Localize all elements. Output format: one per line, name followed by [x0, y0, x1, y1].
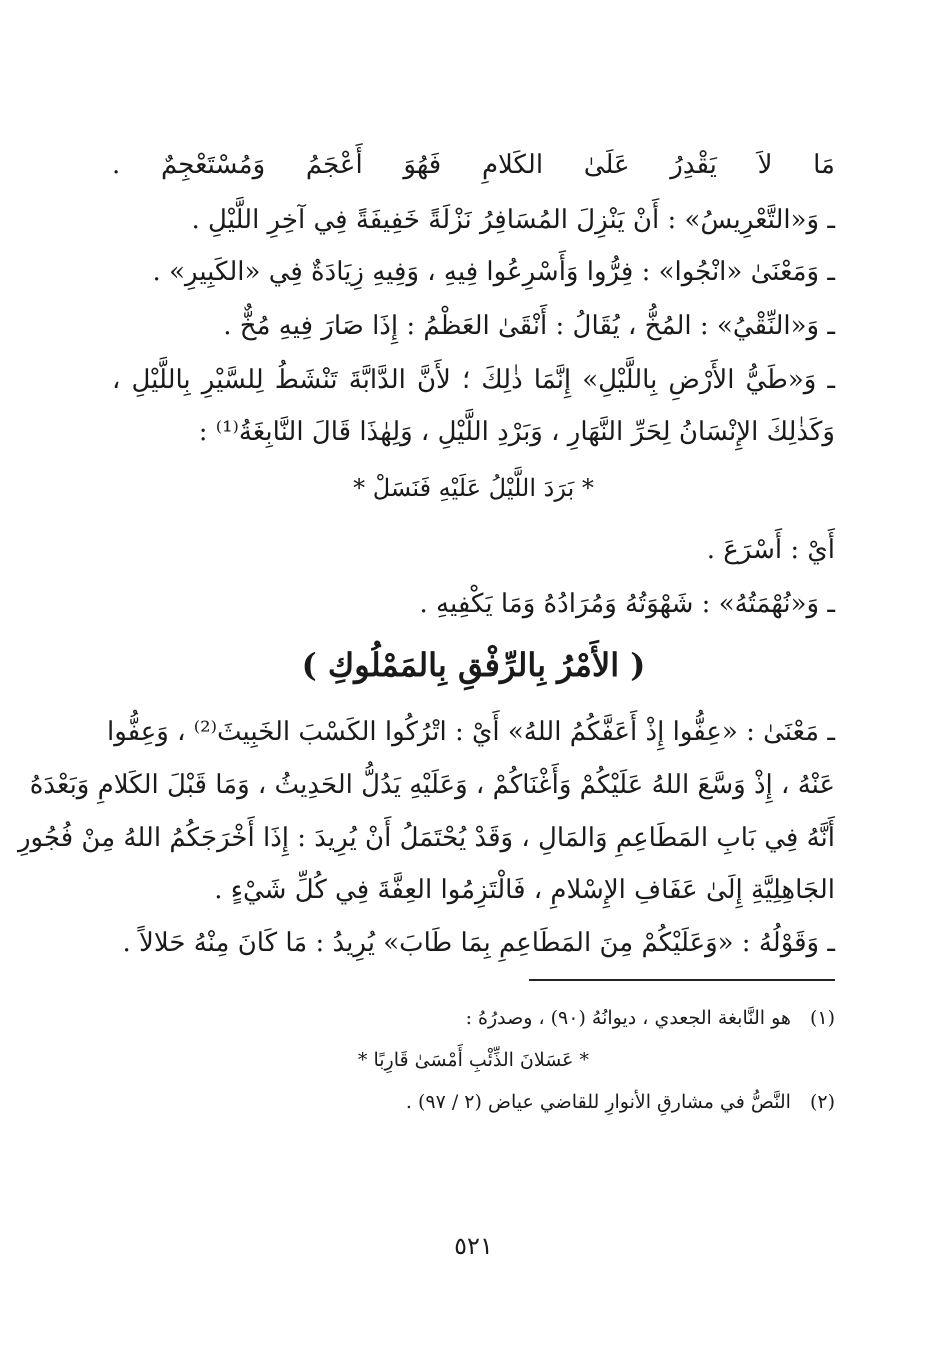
footnote-separator	[529, 979, 835, 981]
footnote-2-text: النَّصُّ في مشارقِ الأنوارِ للقاضي عياض (٢ / ٩٧) .	[405, 1091, 791, 1113]
footnote-1-verse: * عَسَلانَ الذِّئْبِ أَمْسَىٰ قَارِبًا *	[357, 1049, 590, 1071]
section-line-3: أَنَّهُ فِي بَابِ المَطَاعِمِ وَالمَالِ ، وَقَدْ يُحْتَمَلُ أَنْ يُرِيدَ : إِذَا أَخْرَجَكُمُ اللهُ مِنْ فُجُورِ	[17, 823, 835, 853]
page-number: ٥٢١	[454, 1232, 493, 1260]
body-line-4: ـ وَ«النِّقْيُ» : المُخُّ ، يُقَالُ : أَنْقَىٰ العَظْمُ : إِذَا صَارَ فِيهِ مُخٌّ .	[223, 311, 835, 341]
explanation-line: أَيْ : أَسْرَعَ .	[706, 535, 835, 565]
body-line-1: مَا لاَ يَقْدِرُ عَلَىٰ الكَلامِ فَهُوَ أَعْجَمُ وَمُسْتَعْجِمٌ .	[112, 150, 835, 180]
footnote-2	[112, 1087, 835, 1117]
footnote-1-number: (١)	[809, 1007, 835, 1029]
section-heading: ( الأَمْرُ بِالرِّفْقِ بِالمَمْلُوكِ )	[301, 646, 646, 684]
body-line-5: ـ وَ«طَيُّ الأَرْضِ بِاللَّيْلِ» إِنَّمَا ذٰلِكَ ؛ لأَنَّ الدَّابَّةَ تَنْشَطُ لِلسَّيْرِ بِاللَّيْلِ ،	[112, 365, 835, 395]
footnote-1	[112, 1003, 835, 1033]
body-line-6: وَكَذٰلِكَ الإِنْسَانُ لِحَرِّ النَّهَارِ ، وَبَرْدِ اللَّيْلِ ، وَلِهٰذَا قَالَ النَّابِغَةُ⁽¹⁾ :	[198, 417, 835, 447]
body-line-3: ـ وَمَعْنَىٰ «انْجُوا» : فِرُّوا وَأَسْرِعُوا فِيهِ ، وَفِيهِ زِيَادَةٌ فِي «الكَبِيرِ» .	[152, 257, 835, 287]
section-line-4: الجَاهِلِيَّةِ إِلَىٰ عَفَافِ الإِسْلامِ ، فَالْتَزِمُوا العِفَّةَ فِي كُلِّ شَيْءٍ .	[214, 875, 835, 905]
section-line-5: ـ وَقَوْلُهُ : «وَعَلَيْكُمْ مِنَ المَطَاعِمِ بِمَا طَابَ» يُرِيدُ : مَا كَانَ مِنْهُ حَلالاً .	[122, 928, 835, 958]
footnote-1-text: هو النَّابغة الجعدي ، ديوانُهُ (٩٠) ، وصدرُهُ :	[465, 1007, 791, 1029]
section-line-1: ـ مَعْنَىٰ : «عِفُّوا إِذْ أَعَفَّكُمُ اللهُ» أَيْ : اتْرُكُوا الكَسْبَ الخَبِيثَ⁽²⁾ ، وَعِفُّوا	[106, 717, 835, 747]
body-line-2: ـ وَ«التَّعْرِيسُ» : أَنْ يَنْزِلَ المُسَافِرُ نَزْلَةً خَفِيفَةً فِي آخِرِ اللَّيْلِ .	[191, 205, 835, 235]
footnote-2-number: (٢)	[809, 1091, 835, 1113]
poetry-verse: * بَرَدَ اللَّيْلُ عَلَيْهِ فَنَسَلْ *	[353, 474, 594, 502]
section-line-2: عَنْهُ ، إِذْ وَسَّعَ اللهُ عَلَيْكُمْ وَأَغْنَاكُمْ ، وَعَلَيْهِ يَدُلُّ الحَدِيثُ ، وَمَا قَبْلَ الكَلامِ وَبَعْدَهُ	[29, 770, 835, 800]
body-line-nuhmatuh: ـ وَ«نُهْمَتُهُ» : شَهْوَتُهُ وَمُرَادُهُ وَمَا يَكْفِيهِ .	[419, 589, 835, 619]
